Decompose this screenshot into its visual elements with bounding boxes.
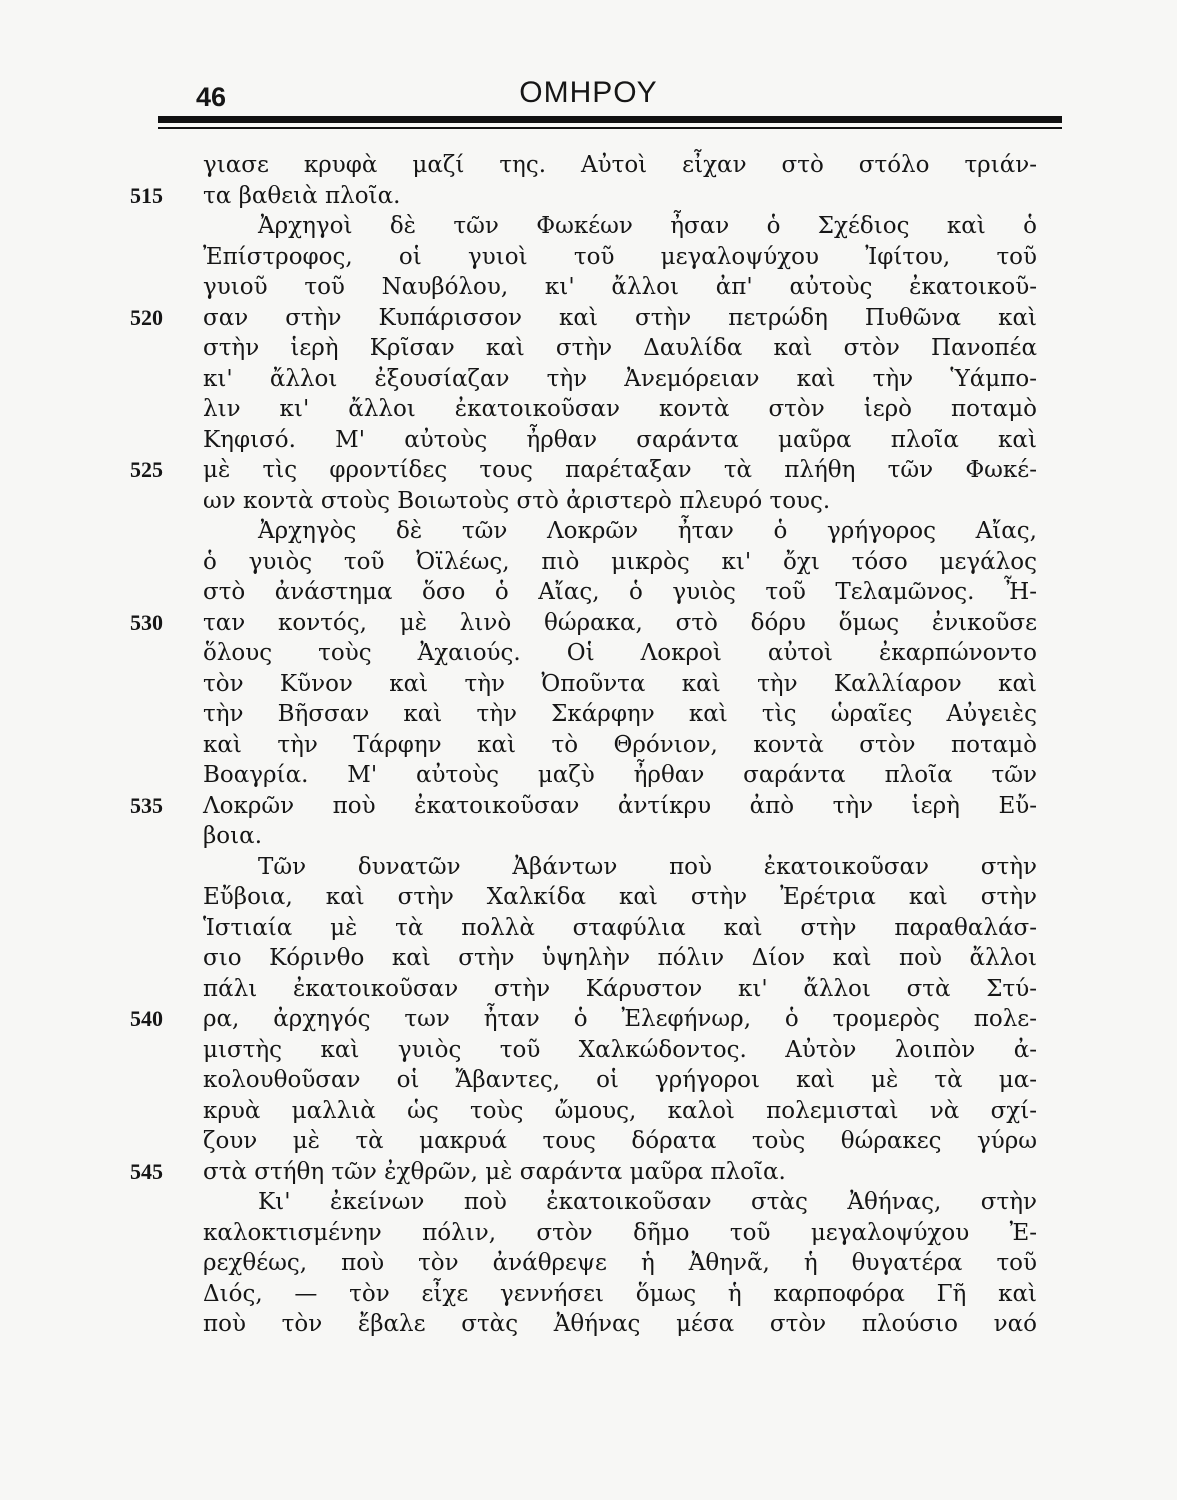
line-number: 520 bbox=[130, 304, 163, 330]
line-text: σαν στὴν Κυπάρισσον καὶ στὴν πετρώδη Πυθῶνα καὶ bbox=[203, 304, 1037, 331]
line-text: στὰ στήθη τῶν ἐχθρῶν, μὲ σαράντα μαῦρα πλοῖα. bbox=[203, 1158, 786, 1185]
text-line bbox=[0, 1279, 1177, 1310]
line-text: ποὺ τὸν ἔβαλε στὰς Ἀθήνας μέσα στὸν πλούσιο ναό bbox=[203, 1311, 1037, 1337]
line-number: 525 bbox=[130, 457, 163, 482]
text-line bbox=[0, 852, 1177, 883]
text-line bbox=[0, 1096, 1177, 1127]
text-line bbox=[0, 791, 1177, 822]
text-line bbox=[0, 150, 1177, 181]
text-line bbox=[0, 760, 1177, 791]
line-text: Ἀρχηγοὶ δὲ τῶν Φωκέων ἦσαν ὁ Σχέδιος καὶ ὁ bbox=[258, 213, 1037, 239]
text-line bbox=[0, 1187, 1177, 1218]
line-text: ρα, ἀρχηγός των ἦταν ὁ Ἐλεφήνωρ, ὁ τρομερὸς πολε- bbox=[203, 1006, 1037, 1032]
text-line bbox=[0, 303, 1177, 334]
line-text: τα βαθειὰ πλοῖα. bbox=[203, 182, 401, 209]
text-line bbox=[0, 943, 1177, 974]
line-text: Ἱστιαία μὲ τὰ πολλὰ σταφύλια καὶ στὴν παραθαλάσ- bbox=[203, 914, 1037, 941]
text-line bbox=[0, 547, 1177, 578]
line-text: Λοκρῶν ποὺ ἐκατοικοῦσαν ἀντίκρυ ἀπὸ τὴν ἱερὴ Εὔ- bbox=[203, 792, 1037, 819]
line-text: κολουθοῦσαν οἱ Ἄβαντες, οἱ γρήγοροι καὶ μὲ τὰ μα- bbox=[203, 1067, 1037, 1093]
line-text: ὅλους τοὺς Ἀχαιούς. Οἱ Λοκροὶ αὐτοὶ ἐκαρπώνοντο bbox=[203, 640, 1037, 666]
line-text: στὴν ἱερὴ Κρῖσαν καὶ στὴν Δαυλίδα καὶ στὸν Πανοπέα bbox=[203, 335, 1037, 361]
line-text: Ἀρχηγὸς δὲ τῶν Λοκρῶν ἦταν ὁ γρήγορος Αἴας, bbox=[258, 518, 1037, 544]
text-line bbox=[0, 730, 1177, 761]
text-line bbox=[0, 974, 1177, 1005]
line-number: 535 bbox=[130, 792, 163, 818]
page-header bbox=[0, 72, 1177, 112]
text-line bbox=[0, 821, 1177, 852]
text-line bbox=[0, 242, 1177, 273]
line-text: ταν κοντός, μὲ λινὸ θώρακα, στὸ δόρυ ὅμως ἐνικοῦσε bbox=[203, 609, 1037, 636]
line-text: λιν κι' ἄλλοι ἐκατοικοῦσαν κοντὰ στὸν ἱερὸ ποταμὸ bbox=[203, 396, 1037, 422]
line-text: Βοαγρία. Μ' αὐτοὺς μαζὺ ἦρθαν σαράντα πλοῖα τῶν bbox=[203, 762, 1037, 788]
line-text: Τῶν δυνατῶν Ἀβάντων ποὺ ἐκατοικοῦσαν στὴν bbox=[258, 853, 1037, 880]
text-line bbox=[0, 1248, 1177, 1279]
line-text: Διός, — τὸν εἶχε γεννήσει ὅμως ἡ καρποφόρα Γῆ καὶ bbox=[203, 1280, 1037, 1307]
line-text: Εὔβοια, καὶ στὴν Χαλκίδα καὶ στὴν Ἐρέτρια καὶ στὴν bbox=[203, 884, 1037, 910]
line-text: ων κοντὰ στοὺς Βοιωτοὺς στὸ ἀριστερὸ πλευρό τους. bbox=[203, 487, 831, 514]
line-text: τὴν Βῆσσαν καὶ τὴν Σκάρφην καὶ τὶς ὡραῖες Αὐγειὲς bbox=[203, 701, 1037, 727]
text-line bbox=[0, 425, 1177, 456]
text-line bbox=[0, 394, 1177, 425]
line-text: πάλι ἐκατοικοῦσαν στὴν Κάρυστον κι' ἄλλοι στὰ Στύ- bbox=[203, 975, 1037, 1002]
text-line bbox=[0, 1126, 1177, 1157]
text-line bbox=[0, 1218, 1177, 1249]
text-line bbox=[0, 1004, 1177, 1035]
line-text: ρεχθέως, ποὺ τὸν ἀνάθρεψε ἡ Ἀθηνᾶ, ἡ θυγατέρα τοῦ bbox=[203, 1250, 1037, 1276]
text-line bbox=[0, 1065, 1177, 1096]
text-line bbox=[0, 486, 1177, 517]
line-text: στὸ ἀνάστημα ὅσο ὁ Αἴας, ὁ γυιὸς τοῦ Τελαμῶνος. Ἦ- bbox=[203, 579, 1037, 605]
text-line bbox=[0, 608, 1177, 639]
line-text: μιστὴς καὶ γυιὸς τοῦ Χαλκώδοντος. Αὐτὸν λοιπὸν ἀ- bbox=[203, 1036, 1037, 1063]
header-rule-thick bbox=[158, 116, 1062, 123]
line-text: ὁ γυιὸς τοῦ Ὀϊλέως, πιὸ μικρὸς κι' ὄχι τόσο μεγάλος bbox=[203, 548, 1037, 575]
line-text: μὲ τὶς φροντίδες τους παρέταξαν τὰ πλήθη τῶν Φωκέ- bbox=[203, 457, 1037, 483]
text-line bbox=[0, 272, 1177, 303]
text-line bbox=[0, 333, 1177, 364]
text-line bbox=[0, 669, 1177, 700]
text-line bbox=[0, 455, 1177, 486]
line-text: κρυὰ μαλλιὰ ὡς τοὺς ὤμους, καλοὶ πολεμισταὶ νὰ σχί- bbox=[203, 1097, 1037, 1124]
line-number: 530 bbox=[130, 609, 163, 635]
line-number: 515 bbox=[130, 182, 163, 208]
line-text: Κι' ἐκείνων ποὺ ἐκατοικοῦσαν στὰς Ἀθήνας, στὴν bbox=[258, 1189, 1037, 1215]
line-number: 540 bbox=[130, 1006, 163, 1031]
text-line bbox=[0, 364, 1177, 395]
line-text: τὸν Κῦνον καὶ τὴν Ὀποῦντα καὶ τὴν Καλλίαρον καὶ bbox=[203, 670, 1037, 697]
text-line bbox=[0, 699, 1177, 730]
running-title: ΟΜΗΡΟΥ bbox=[519, 76, 658, 109]
text-line bbox=[0, 638, 1177, 669]
line-text: γυιοῦ τοῦ Ναυβόλου, κι' ἄλλοι ἀπ' αὐτοὺς ἐκατοικοῦ- bbox=[203, 274, 1037, 300]
line-number: 545 bbox=[130, 1158, 163, 1184]
line-text: Ἐπίστροφος, οἱ γυιοὶ τοῦ μεγαλοψύχου Ἰφίτου, τοῦ bbox=[203, 243, 1037, 270]
text-line bbox=[0, 211, 1177, 242]
header-rule-thin bbox=[158, 127, 1062, 129]
body-text bbox=[0, 150, 1177, 1340]
text-line bbox=[0, 1309, 1177, 1340]
line-text: καὶ τὴν Τάρφην καὶ τὸ Θρόνιον, κοντὰ στὸν ποταμὸ bbox=[203, 731, 1037, 758]
line-text: ζουν μὲ τὰ μακρυά τους δόρατα τοὺς θώρακες γύρω bbox=[203, 1128, 1037, 1154]
line-text: σιο Κόρινθο καὶ στὴν ὑψηλὴν πόλιν Δίον καὶ ποὺ ἄλλοι bbox=[203, 945, 1037, 971]
text-line bbox=[0, 181, 1177, 212]
text-line bbox=[0, 882, 1177, 913]
line-text: Κηφισό. Μ' αὐτοὺς ἦρθαν σαράντα μαῦρα πλοῖα καὶ bbox=[203, 426, 1037, 453]
line-text: βοια. bbox=[203, 823, 263, 849]
line-text: καλοκτισμένην πόλιν, στὸν δῆμο τοῦ μεγαλοψύχου Ἐ- bbox=[203, 1219, 1037, 1246]
text-line bbox=[0, 577, 1177, 608]
text-line bbox=[0, 516, 1177, 547]
page-number: 46 bbox=[196, 82, 227, 112]
text-line bbox=[0, 1035, 1177, 1066]
line-text: γιασε κρυφὰ μαζί της. Αὐτοὶ εἶχαν στὸ στόλο τριάν- bbox=[203, 152, 1037, 178]
text-line bbox=[0, 1157, 1177, 1188]
line-text: κι' ἄλλοι ἐξουσίαζαν τὴν Ἀνεμόρειαν καὶ τὴν Ὑάμπο- bbox=[203, 365, 1037, 392]
text-line bbox=[0, 913, 1177, 944]
